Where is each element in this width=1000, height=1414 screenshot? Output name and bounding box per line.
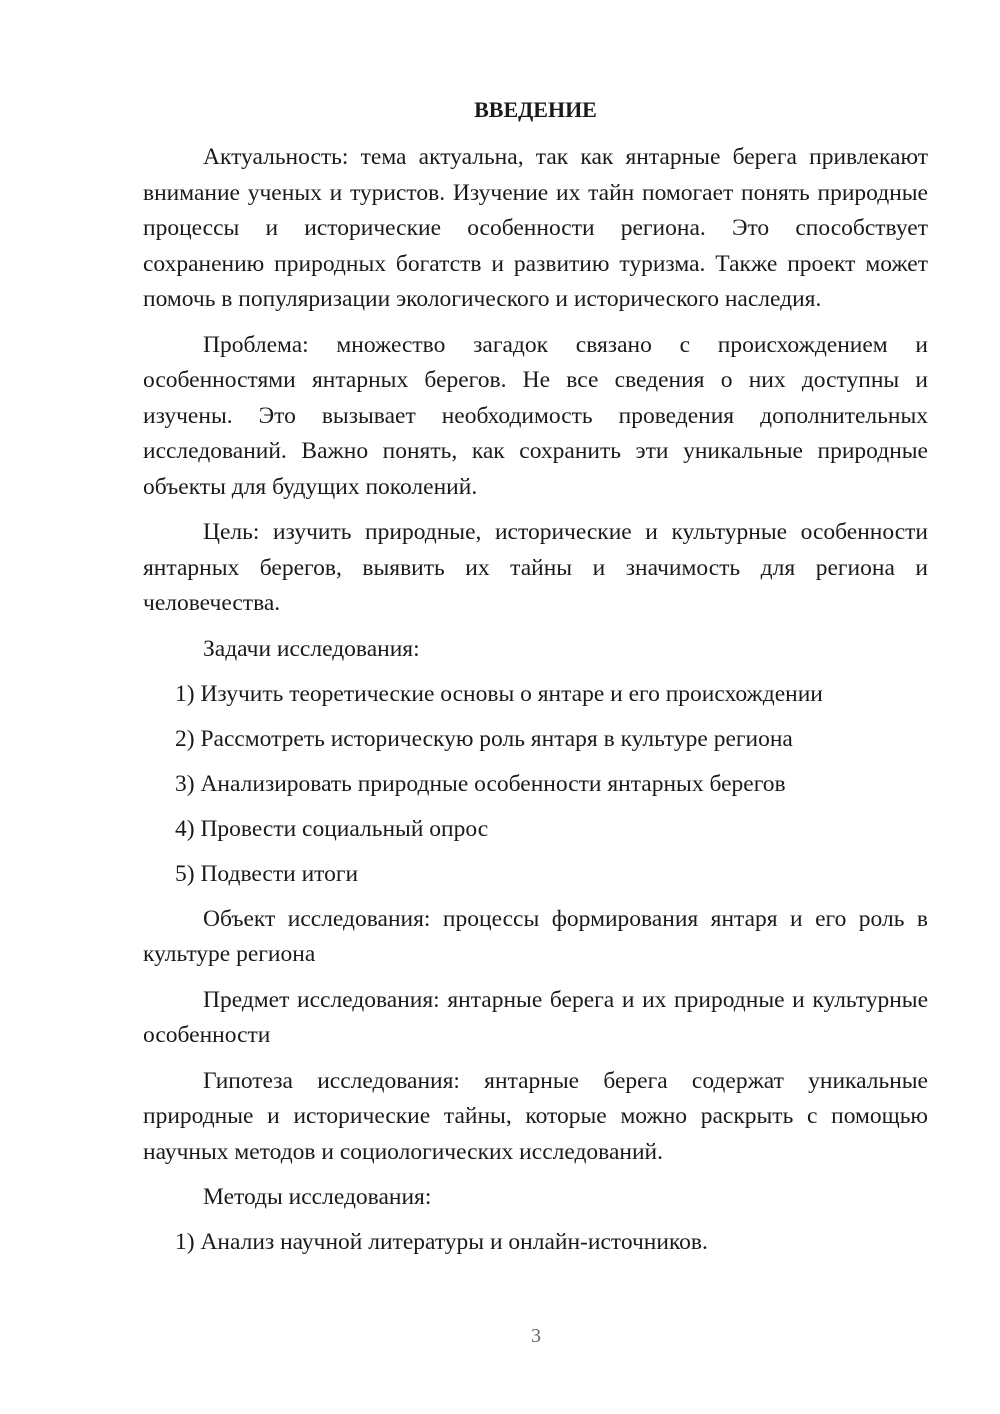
object-paragraph: Объект исследования: процессы формирования янтаря и его роль в культуре региона [143, 905, 928, 967]
list-item: 3) Анализировать природные особенности янтарных берегов [175, 770, 786, 797]
list-item: 1) Изучить теоретические основы о янтаре и его происхождении [175, 680, 823, 707]
hypothesis-paragraph: Гипотеза исследования: янтарные берега содержат уникальные природные и исторические тайны, которые можно раскрыть с помощью научных методов и социологических исследований. [143, 1067, 928, 1165]
page-title: ВВЕДЕНИЕ [474, 97, 597, 122]
list-item: 5) Подвести итоги [175, 860, 359, 887]
tasks-heading: Задачи исследования: [203, 635, 420, 662]
methods-heading: Методы исследования: [203, 1184, 432, 1210]
subject-paragraph: Предмет исследования: янтарные берега и их природные и культурные особенности [143, 986, 928, 1048]
relevance-paragraph: Актуальность: тема актуальна, так как янтарные берега привлекают внимание ученых и туристов. Изучение их тайн помогает понять природные процессы и исторические особенности региона. Это способствует сохранению природных богатств и развитию туризма. Также проект может помочь в популяризации экологического и исторического наследия. [143, 144, 928, 312]
methods-list [143, 1225, 928, 1260]
tasks-list [143, 677, 928, 892]
goal-paragraph: Цель: изучить природные, исторические и культурные особенности янтарных берегов, выявить их тайны и значимость для региона и человечества. [143, 519, 928, 616]
page-number: 3 [531, 1325, 541, 1347]
list-item: 2) Рассмотреть историческую роль янтаря в культуре региона [175, 725, 793, 752]
problem-paragraph: Проблема: множество загадок связано с происхождением и особенностями янтарных берегов. Не все сведения о них доступны и изучены. Это вызывает необходимость проведения дополнительных исследований. Важно понять, как сохранить эти уникальные природные объекты для будущих поколений. [143, 331, 928, 500]
list-item: 4) Провести социальный опрос [175, 815, 489, 842]
document-page [143, 92, 928, 1270]
list-item: 1) Анализ научной литературы и онлайн-источников. [175, 1229, 708, 1255]
